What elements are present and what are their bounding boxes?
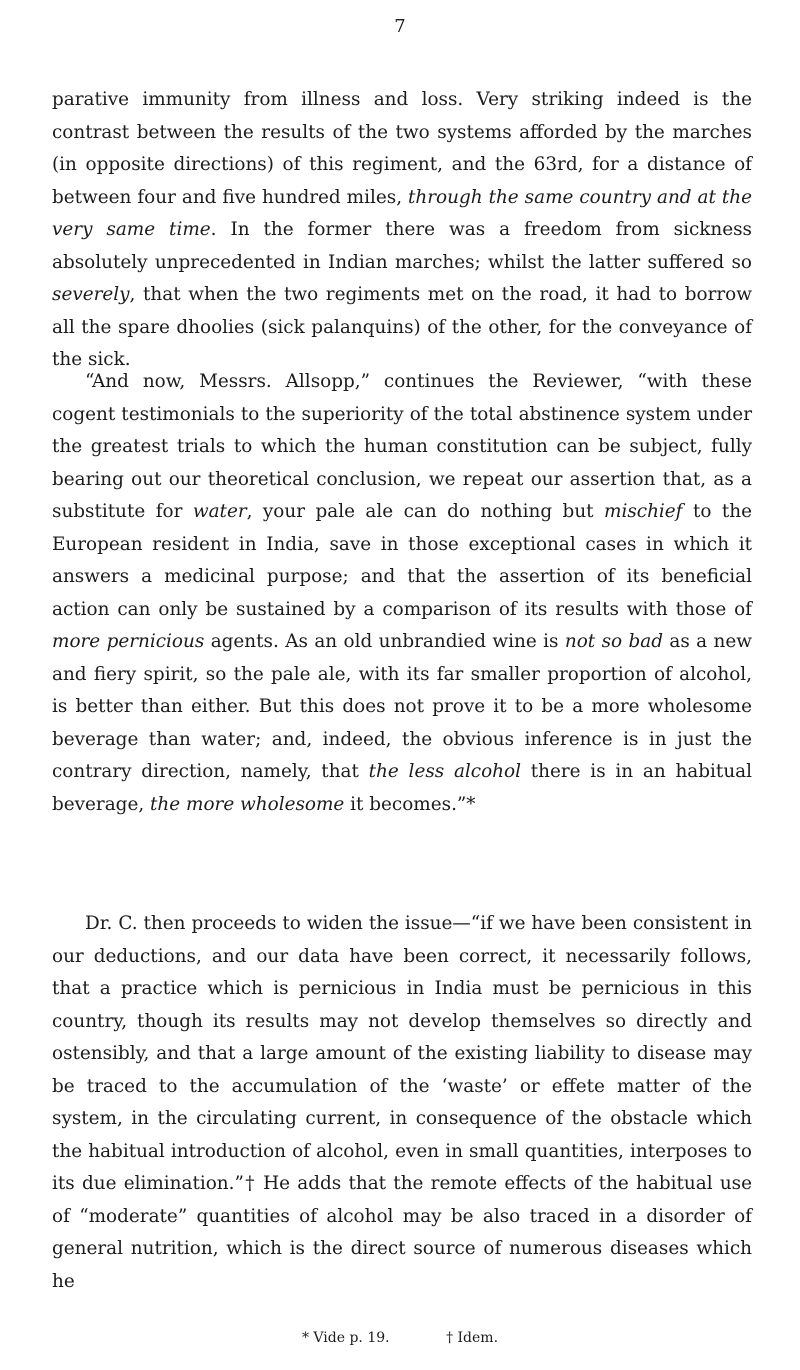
- paragraph-2: “And now, Messrs. Allsopp,” continues the Reviewer, “with these cogent testimonials to the superiority of the total abstinence system under the greatest trials to which the human constitution can be subject, fully bearing out our theoretical conclusion, we repeat our assertion that, as a substitute for water, your pale ale can do nothing but mischief to the European resident in India, save in those exceptional cases in which it answers a medicinal purpose; and that the assertion of its beneficial action can only be sustained by a comparison of its results with those of more pernicious agents. As an old unbrandied wine is not so bad as a new and fiery spirit, so the pale ale, with its far smaller proportion of alcohol, is better than either. But this does not prove it to be a more wholesome beverage than water; and, indeed, the obvious inference is in just the contrary direction, namely, that the less alcohol there is in an habitual beverage, the more wholesome it becomes.”*: [52, 371, 753, 815]
- page-number: 7: [394, 16, 406, 37]
- footnotes: [0, 1330, 800, 1346]
- footnote-2: † Idem.: [446, 1330, 499, 1346]
- footnote-1: * Vide p. 19.: [301, 1330, 390, 1346]
- paragraph-1: parative immunity from illness and loss. Very striking indeed is the contrast between the results of the two systems afforded by the marches (in opposite directions) of this regiment, and the 63rd, for a distance of between four and five hundred miles, through the same country and at the very same time. In the former there was a freedom from sickness absolutely unprecedented in Indian marches; whilst the latter suffered so severely, that when the two regiments met on the road, it had to borrow all the spare dhoolies (sick palanquins) of the other, for the conveyance of the sick.: [52, 89, 752, 370]
- paragraph-3: Dr. C. then proceeds to widen the issue—“if we have been consistent in our deductions, and our data have been correct, it necessarily follows, that a practice which is pernicious in India must be pernicious in this country, though its results may not develop themselves so directly and ostensibly, and that a large amount of the existing liability to disease may be traced to the accumulation of the ‘waste’ or effete matter of the system, in the circulating current, in consequence of the obstacle which the habitual introduction of alcohol, even in small quantities, interposes to its due elimination.”† He adds that the remote effects of the habitual use of “moderate” quantities of alcohol may be also traced in a disorder of general nutrition, which is the direct source of numerous diseases which he: [52, 913, 752, 1292]
